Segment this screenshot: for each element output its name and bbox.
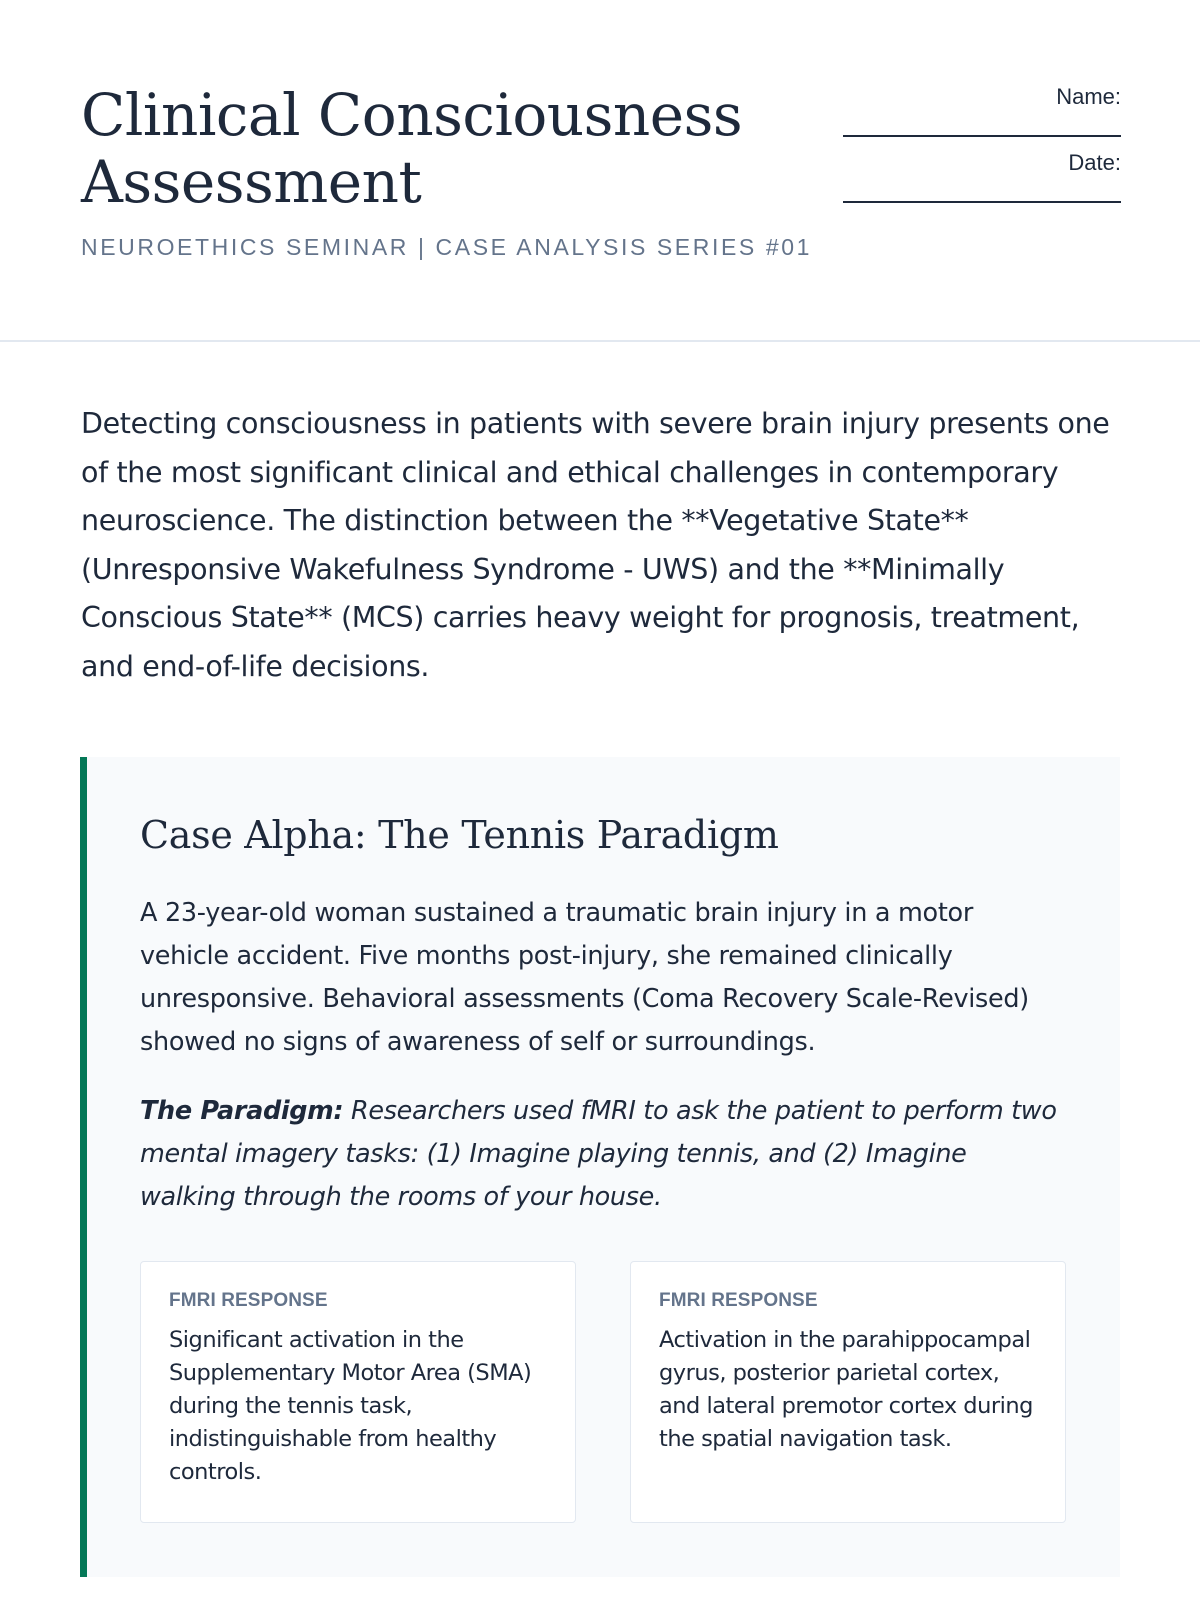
- case-title: Case Alpha: The Tennis Paradigm: [140, 813, 779, 857]
- page-title-line-1: Clinical Consciousness: [81, 81, 743, 149]
- case-description: A 23-year-old woman sustained a traumatic brain injury in a motor vehicle accident. Five months post-injury, she remained clinically unresponsive. Behavioral assessments (Coma Recovery Scale-Revised) showed no signs of awareness of self or surroundings.: [140, 898, 1029, 1057]
- page-subtitle: NEUROETHICS SEMINAR | CASE ANALYSIS SERIES #01: [81, 234, 812, 260]
- response-label: FMRI RESPONSE: [659, 1290, 818, 1311]
- paradigm-text: Researchers used fMRI to ask the patient to perform two mental imagery tasks: (1) Imagine playing tennis, and (2) Imagine walking through the rooms of your house.: [140, 1096, 1057, 1212]
- date-label: Date:: [1068, 150, 1121, 175]
- page-title: [81, 82, 801, 216]
- paradigm-paragraph: [140, 1090, 1060, 1219]
- name-field: [843, 82, 1121, 148]
- paradigm-label: The Paradigm:: [140, 1096, 344, 1126]
- student-info: [843, 82, 1121, 214]
- page-title-line-2: Assessment: [81, 148, 422, 216]
- fmri-response-navigation: [630, 1261, 1066, 1523]
- name-label: Name:: [1056, 84, 1121, 109]
- date-blank-line: [843, 201, 1121, 203]
- response-text: Activation in the parahippocampal gyrus, posterior parietal cortex, and lateral premotor cortex during the spatial navigation task.: [659, 1327, 1033, 1452]
- response-label: FMRI RESPONSE: [169, 1290, 328, 1311]
- case-alpha-card: [80, 757, 1120, 1577]
- name-blank-line: [843, 135, 1121, 137]
- date-field: [843, 148, 1121, 214]
- intro-paragraph: Detecting consciousness in patients with severe brain injury presents one of the most significant clinical and ethical challenges in contemporary neuroscience. The distinction between the **Vegetative State** (Unresponsive Wakefulness Syndrome - UWS) and the **Minimally Conscious State** (MCS) carries heavy weight for prognosis, treatment, and end-of-life decisions.: [81, 407, 1110, 683]
- fmri-response-tennis: [140, 1261, 576, 1523]
- header-divider: [0, 340, 1200, 342]
- response-text: Significant activation in the Supplementary Motor Area (SMA) during the tennis task, indistinguishable from healthy controls.: [169, 1327, 532, 1485]
